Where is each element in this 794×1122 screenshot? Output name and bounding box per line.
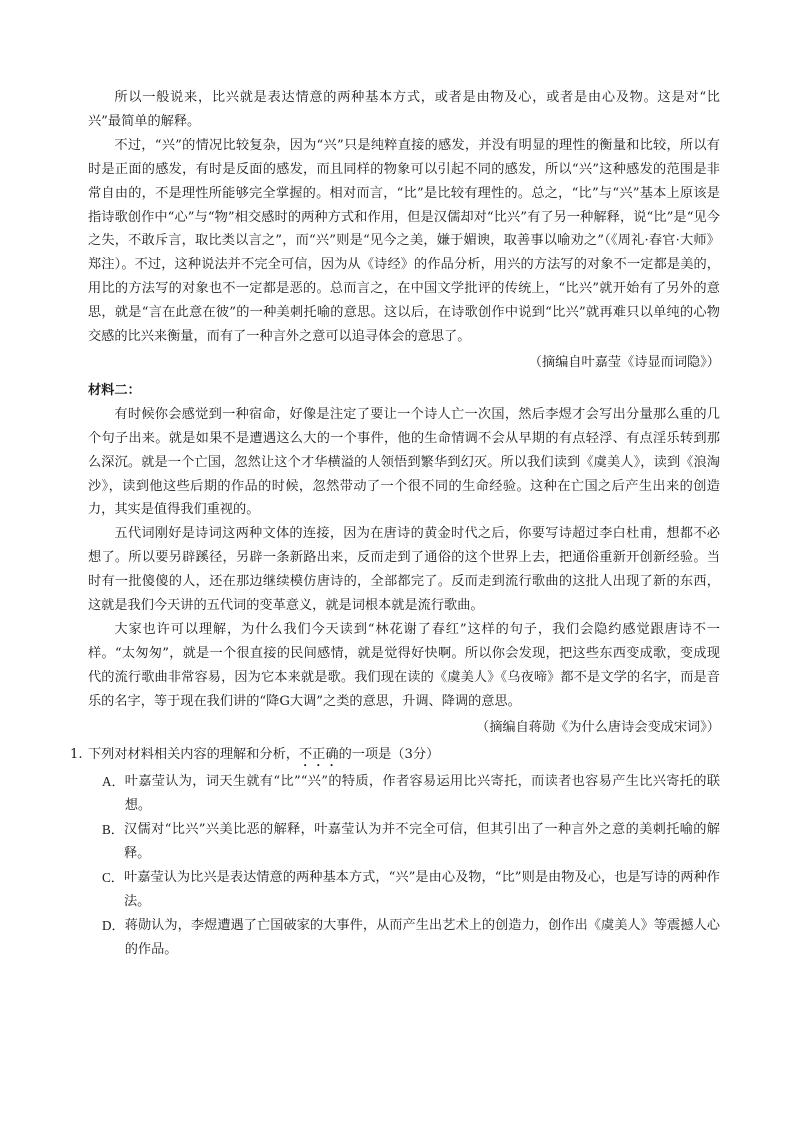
material2-source: （摘编自蒋勋《为什么唐诗会变成宋词》） xyxy=(476,719,720,735)
question-1-stem xyxy=(70,743,720,770)
option-d[interactable] xyxy=(102,914,720,962)
question-stem-before: 下列对材料相关内容的理解和分析， xyxy=(88,747,299,763)
material1-paragraph-1: 所以一般说来，比兴就是表达情意的两种基本方式，或者是由物及心，或者是由心及物。这是对“比兴”最简单的解释。 xyxy=(88,90,720,129)
material1-source: （摘编自叶嘉莹《诗显而词隐》） xyxy=(528,354,720,370)
material1-paragraph-2: 不过，“兴”的情况比较复杂，因为“兴”只是纯粹直接的感发，并没有明显的理性的衡量和比较，所以有时是正面的感发，有时是反面的感发，而且同样的物象可以引起不同的感发，所以“兴”这种感发的范围是非常自由的，不是理性所能够完全掌握的。相对而言，“比”是比较有理性的。总之，“比”与“兴”基本上原该是指诗歌创作中“心”与“物”相交感时的两种方式和作用，但是汉儒却对“比兴”有了另一种解释，说“比”是“见今之失，不敢斥言，取比类以言之”，而“兴”则是“见今之美，嫌于媚谀，取善事以喻劝之”（《周礼·春官·大师》郑注）。不过，这种说法并不完全可信，因为从《诗经》的作品分析，用兴的方法写的对象不一定都是美的，用比的方法写的对象也不一定都是恶的。总而言之，在中国文学批评的传统上，“比兴”就开始有了另外的意思，就是“言在此意在彼”的一种美刺托喻的意思。这以后，在诗歌创作中说到“比兴”就再难只以单纯的心物交感的比兴来衡量，而有了一种言外之意可以追寻体会的意思了。 xyxy=(88,137,720,345)
material2-heading: 材料二： xyxy=(88,382,141,398)
option-a[interactable] xyxy=(102,770,720,818)
option-text: 汉儒对“比兴”兴美比恶的解释，叶嘉莹认为并不完全可信，但其引出了一种言外之意的美刺托喻的解释。 xyxy=(124,822,720,862)
option-b[interactable] xyxy=(102,818,720,866)
question-number: 1. xyxy=(70,747,83,763)
question-1 xyxy=(70,743,720,961)
option-text: 叶嘉莹认为，词天生就有“比”“兴”的特质，作者容易运用比兴寄托，而读者也容易产生比兴寄托的联想。 xyxy=(124,774,720,814)
option-letter: B． xyxy=(102,822,124,838)
option-letter: D． xyxy=(102,917,125,933)
material2-paragraph-1: 有时候你会感觉到一种宿命，好像是注定了要让一个诗人亡一次国，然后李煜才会写出分量那么重的几个句子出来。就是如果不是遭遇这么大的一个事件，他的生命情调不会从早期的有点轻浮、有点淫乐转到那么深沉。就是一个亡国，忽然让这个才华横溢的人领悟到繁华到幻灭。所以我们读到《虞美人》，读到《浪淘沙》，读到他这些后期的作品的时候，忽然带动了一个很不同的生命经验。这种在亡国之后产生出来的创造力，其实是值得我们重视的。 xyxy=(88,406,720,518)
material2-paragraph-3: 大家也许可以理解，为什么我们今天读到“林花谢了春红”这样的句子，我们会隐约感觉跟唐诗不一样。“太匆匆”，就是一个很直接的民间感情，就是觉得好快啊。所以你会发现，把这些东西变成歌，变成现代的流行歌曲非常容易，因为它本来就是歌。我们现在读的《虞美人》《乌夜啼》都不是文学的名字，而是音乐的名字，等于现在我们讲的“降G大调”之类的意思，升调、降调的意思。 xyxy=(88,621,720,709)
question-stem-after: 的一项是（3分） xyxy=(338,747,440,763)
exam-page xyxy=(70,86,720,962)
option-letter: C． xyxy=(102,870,124,886)
option-text: 叶嘉莹认为比兴是表达情意的两种基本方式，“兴”是由心及物，“比”则是由物及心，也是写诗的两种作法。 xyxy=(124,870,720,909)
material2-paragraph-2: 五代词刚好是诗词这两种文体的连接，因为在唐诗的黄金时代之后，你要写诗超过李白杜甫，想都不必想了。所以要另辟蹊径，另辟一条新路出来，反而走到了通俗的这个世界上去，把通俗重新开创新经验。当时有一批傻傻的人，还在那边继续模仿唐诗的，全部都完了。反而走到流行歌曲的这批人出现了新的东西，这就是我们今天讲的五代词的变革意义，就是词根本就是流行歌曲。 xyxy=(88,526,720,614)
option-letter: A． xyxy=(102,774,125,790)
question-stem-emphasis: 不正确 xyxy=(299,747,339,763)
option-text: 蒋勋认为，李煜遭遇了亡国破家的大事件，从而产生出艺术上的创造力，创作出《虞美人》等震撼人心的作品。 xyxy=(124,917,720,957)
option-c[interactable] xyxy=(102,866,720,914)
question-1-options xyxy=(88,770,720,961)
